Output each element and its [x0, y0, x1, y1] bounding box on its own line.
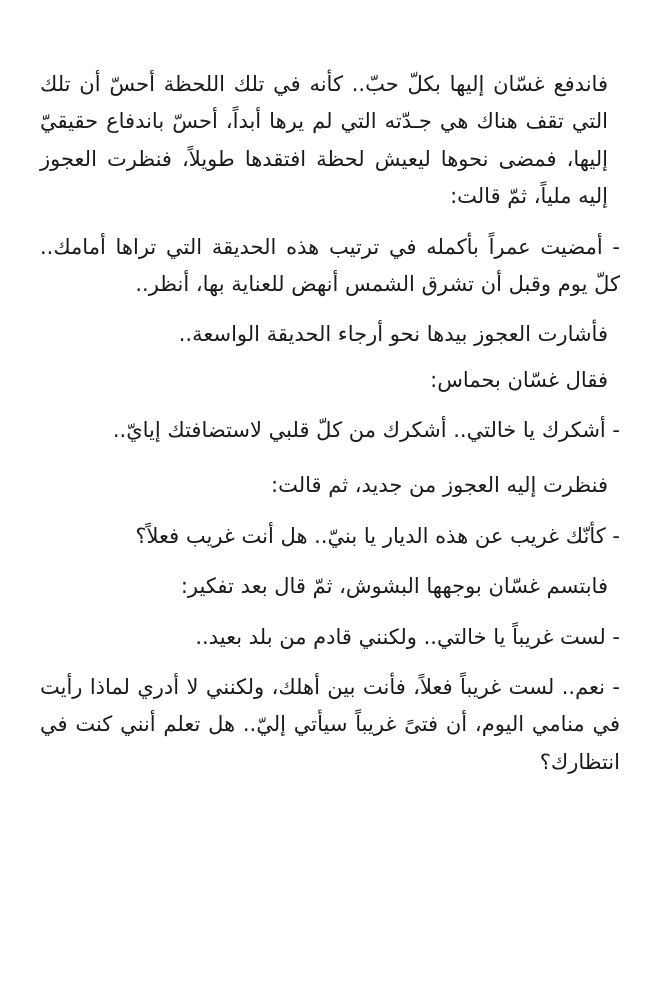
book-page [40, 66, 620, 781]
paragraph-4: فقال غسّان بحماس: [430, 367, 608, 392]
paragraph-8: فابتسم غسّان بوجهها البشوش، ثمّ قال بعد تفكير: [180, 574, 608, 599]
paragraph-1: فاندفع غسّان إليها بكلّ حبّ.. كأنه في تلك اللحظة أحسّ أن تلك التي تقف هناك هي جـدّته التي لم يرها أبداً، أحسّ باندفاع حقيقيّ إليها، فمضى نحوها ليعيش لحظة افتقدها طويلاً، فنظرت العجوز إليه ملياً، ثمّ قالت: [40, 72, 608, 209]
paragraph-5: - أشكرك يا خالتي.. أشكرك من كلّ قلبي لاستضافتك إيايّ.. [112, 418, 620, 442]
paragraph-2: - أمضيت عمراً بأكمله في ترتيب هذه الحديقة التي تراها أمامك.. كلّ يوم وقبل أن تشرق الشمس أنهض للعناية بها، أنظر.. [40, 234, 620, 296]
paragraph-7: - كأنّك غريب عن هذه الديار يا بنيّ.. هل أنت غريب فعلاً؟ [135, 523, 620, 548]
paragraph-6: فنظرت إليه العجوز من جديد، ثم قالت: [271, 473, 608, 498]
paragraph-3: فأشارت العجوز بيدها نحو أرجاء الحديقة الواسعة.. [178, 322, 608, 347]
paragraph-10: - نعم.. لست غريباً فعلاً، فأنت بين أهلك، ولكنني لا أدري لماذا رأيت في منامي اليوم، أن فتىً غريباً سيأتي إليّ.. هل تعلم أنني كنت في انتظارك؟ [40, 674, 620, 774]
paragraph-9: - لست غريباً يا خالتي.. ولكنني قادم من بلد بعيد.. [195, 624, 620, 649]
